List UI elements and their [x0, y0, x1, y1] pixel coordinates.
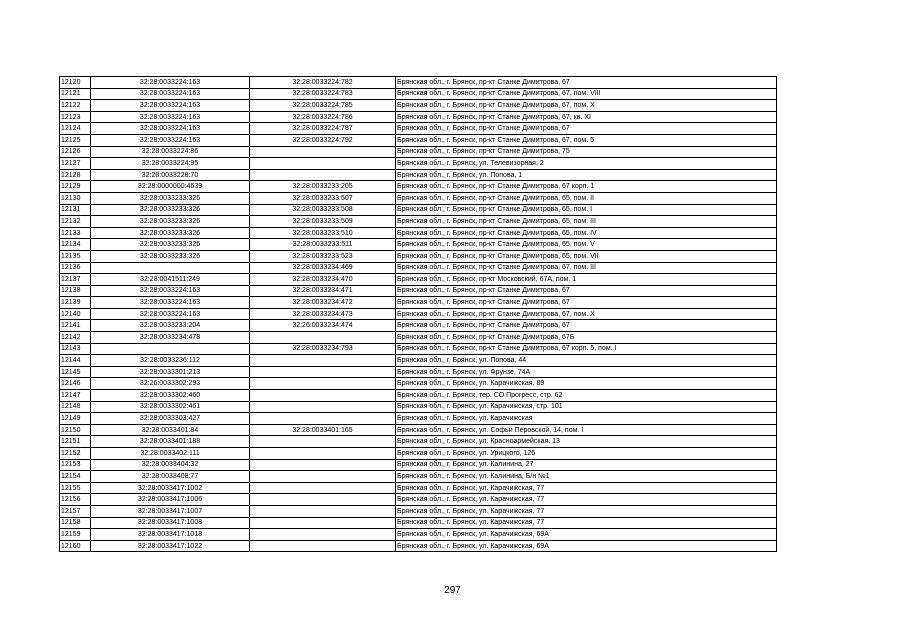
cadastral-number-cell: 32:28:0033224:163 [91, 123, 250, 135]
cadastral-number-cell: 32:28:0033417:1002 [91, 482, 250, 494]
row-number-cell: 12138 [60, 285, 91, 297]
address-cell: Брянская обл., г. Брянск, ул. Карачижская, 77 [396, 505, 777, 517]
address-cell: Брянская обл., г. Брянск, пр-кт Станке Димитрова, 67Б [396, 332, 777, 344]
related-cadastral-number-cell: 32:28:0033224:785 [250, 100, 396, 112]
row-number-cell: 12121 [60, 88, 91, 100]
cadastral-number-cell: 32:28:0033417:1018 [91, 529, 250, 541]
cadastral-number-cell: 32:28:0033224:163 [91, 88, 250, 100]
row-number-cell: 12143 [60, 343, 91, 355]
cadastral-number-cell: 32:28:0033224:163 [91, 111, 250, 123]
related-cadastral-number-cell [250, 482, 396, 494]
cadastral-table [59, 76, 777, 552]
cadastral-number-cell: 32:28:0033224:163 [91, 134, 250, 146]
address-cell: Брянская обл., г. Брянск, пр-кт Станке Димитрова, 67 [396, 123, 777, 135]
cadastral-number-cell: 32:28:0033224:163 [91, 77, 250, 89]
table-row [60, 390, 777, 402]
table-row [60, 413, 777, 425]
cadastral-number-cell: 32:28:0033233:326 [91, 192, 250, 204]
cadastral-number-cell: 32:28:0033303:427 [91, 413, 250, 425]
address-cell: Брянская обл., г. Брянск, пр-кт Станке Димитрова, 67, кв. XI [396, 111, 777, 123]
cadastral-number-cell: 32:28:0033224:86 [91, 146, 250, 158]
table-row [60, 181, 777, 193]
address-cell: Брянская обл., г. Брянск, ул. Телевизорная, 2 [396, 158, 777, 170]
cadastral-number-cell: 32:28:0033234:478 [91, 332, 250, 344]
related-cadastral-number-cell [250, 471, 396, 483]
table-row [60, 216, 777, 228]
cadastral-number-cell: 32:28:0033417:1022 [91, 540, 250, 552]
address-cell: Брянская обл., г. Брянск, пр-кт Станке Димитрова, 75 [396, 146, 777, 158]
cadastral-number-cell: 32:28:0033417:1006 [91, 494, 250, 506]
related-cadastral-number-cell: 32:28:0033234:469 [250, 262, 396, 274]
cadastral-number-cell: 32:28:0033401:84 [91, 424, 250, 436]
related-cadastral-number-cell: 32:28:0033224:782 [250, 77, 396, 89]
table-row [60, 262, 777, 274]
related-cadastral-number-cell [250, 505, 396, 517]
related-cadastral-number-cell: 32:28:0033233:510 [250, 227, 396, 239]
row-number-cell: 12148 [60, 401, 91, 413]
row-number-cell: 12125 [60, 134, 91, 146]
cadastral-number-cell: 32:28:0033404:32 [91, 459, 250, 471]
related-cadastral-number-cell [250, 366, 396, 378]
address-cell: Брянская обл., г. Брянск, пр-кт Станке Димитрова, 67, пом. X [396, 308, 777, 320]
row-number-cell: 12142 [60, 332, 91, 344]
row-number-cell: 12126 [60, 146, 91, 158]
related-cadastral-number-cell: 32:28:0033224:783 [250, 88, 396, 100]
address-cell: Брянская обл., г. Брянск, пр-кт Станке Димитрова, 67 корп. 5, пом. I [396, 343, 777, 355]
address-cell: Брянская обл., г. Брянск, ул. Калинина, Б/н №1 [396, 471, 777, 483]
address-cell: Брянская обл., г. Брянск, пр-кт Станке Димитрова, 67 [396, 285, 777, 297]
row-number-cell: 12139 [60, 297, 91, 309]
related-cadastral-number-cell: 32:28:0033234:470 [250, 274, 396, 286]
address-cell: Брянская обл., г. Брянск, пр-кт Станке Димитрова, 67 [396, 77, 777, 89]
address-cell: Брянская обл., г. Брянск, пр-кт Станке Димитрова, 65, пом. IV [396, 227, 777, 239]
table-row [60, 366, 777, 378]
address-cell: Брянская обл., г. Брянск, ул. Карачижская, 77 [396, 482, 777, 494]
cadastral-number-cell: 32:28:0033401:188 [91, 436, 250, 448]
related-cadastral-number-cell: 32:28:0033234:473 [250, 308, 396, 320]
table-row [60, 505, 777, 517]
address-cell: Брянская обл., г. Брянск, пр-кт Станке Димитрова, 67, пом. VIII [396, 88, 777, 100]
address-cell: Брянская обл., г. Брянск, пр-кт Станке Димитрова, 65, пом. VII [396, 250, 777, 262]
row-number-cell: 12155 [60, 482, 91, 494]
address-cell: Брянская обл., г. Брянск, ул. Карачижская, стр. 101 [396, 401, 777, 413]
table-row [60, 482, 777, 494]
row-number-cell: 12159 [60, 529, 91, 541]
row-number-cell: 12127 [60, 158, 91, 170]
cadastral-number-cell [91, 262, 250, 274]
address-cell: Брянская обл., г. Брянск, ул. Красноармейская, 13 [396, 436, 777, 448]
related-cadastral-number-cell: 32:28:0033233:509 [250, 216, 396, 228]
address-cell: Брянская обл., г. Брянск, пр-кт Московский, 67А, пом. 1 [396, 274, 777, 286]
address-cell: Брянская обл., г. Брянск, ул. Попова, 1 [396, 169, 777, 181]
row-number-cell: 12134 [60, 239, 91, 251]
table-row [60, 77, 777, 89]
row-number-cell: 12132 [60, 216, 91, 228]
related-cadastral-number-cell [250, 529, 396, 541]
cadastral-number-cell: 32:28:0033417:1008 [91, 517, 250, 529]
related-cadastral-number-cell [250, 169, 396, 181]
row-number-cell: 12122 [60, 100, 91, 112]
row-number-cell: 12141 [60, 320, 91, 332]
table-row [60, 111, 777, 123]
cadastral-number-cell: 32:28:0041511:249 [91, 274, 250, 286]
cadastral-number-cell: 32:28:0033233:326 [91, 216, 250, 228]
address-cell: Брянская обл., г. Брянск, ул. Софьи Перовской, 14, пом. I [396, 424, 777, 436]
related-cadastral-number-cell: 32:28:0033233:205 [250, 181, 396, 193]
table-row [60, 471, 777, 483]
table-row [60, 424, 777, 436]
related-cadastral-number-cell: 32:28:0033234:472 [250, 297, 396, 309]
table-row [60, 378, 777, 390]
related-cadastral-number-cell: 32:28:0033233:523 [250, 250, 396, 262]
cadastral-number-cell: 32:28:0033228:70 [91, 169, 250, 181]
related-cadastral-number-cell: 32:28:0033233:511 [250, 239, 396, 251]
cadastral-number-cell: 32:28:0033224:95 [91, 158, 250, 170]
related-cadastral-number-cell [250, 494, 396, 506]
cadastral-number-cell: 32:28:0033233:326 [91, 239, 250, 251]
table-row [60, 517, 777, 529]
table-row [60, 158, 777, 170]
related-cadastral-number-cell: 32:28:0033401:165 [250, 424, 396, 436]
row-number-cell: 12135 [60, 250, 91, 262]
row-number-cell: 12151 [60, 436, 91, 448]
address-cell: Брянская обл., г. Брянск, пр-кт Станке Димитрова, 67 [396, 297, 777, 309]
related-cadastral-number-cell [250, 355, 396, 367]
table-row [60, 494, 777, 506]
address-cell: Брянская обл., г. Брянск, ул. Карачижская, 77 [396, 494, 777, 506]
table-row [60, 332, 777, 344]
related-cadastral-number-cell [250, 436, 396, 448]
table-row [60, 88, 777, 100]
address-cell: Брянская обл., г. Брянск, пр-кт Станке Димитрова, 67, пом. X [396, 100, 777, 112]
row-number-cell: 12123 [60, 111, 91, 123]
address-cell: Брянская обл., г. Брянск, тер. СО Прогресс, стр. 62 [396, 390, 777, 402]
table-row [60, 285, 777, 297]
table-row [60, 146, 777, 158]
cadastral-number-cell: 32:28:0033224:163 [91, 285, 250, 297]
table-row [60, 297, 777, 309]
cadastral-number-cell: 32:28:0033417:1007 [91, 505, 250, 517]
address-cell: Брянская обл., г. Брянск, ул. Попова, 44 [396, 355, 777, 367]
related-cadastral-number-cell: 32:28:0033233:507 [250, 192, 396, 204]
row-number-cell: 12120 [60, 77, 91, 89]
address-cell: Брянская обл., г. Брянск, ул. Карачижская, 69А [396, 529, 777, 541]
row-number-cell: 12130 [60, 192, 91, 204]
table-row [60, 250, 777, 262]
cadastral-number-cell: 32:28:0033402:111 [91, 448, 250, 460]
table-row [60, 448, 777, 460]
related-cadastral-number-cell [250, 448, 396, 460]
table-row [60, 134, 777, 146]
cadastral-number-cell [91, 343, 250, 355]
row-number-cell: 12146 [60, 378, 91, 390]
related-cadastral-number-cell [250, 378, 396, 390]
table-row [60, 169, 777, 181]
row-number-cell: 12154 [60, 471, 91, 483]
related-cadastral-number-cell: 32:26:0033234:474 [250, 320, 396, 332]
row-number-cell: 12152 [60, 448, 91, 460]
address-cell: Брянская обл., г. Брянск, ул. Карачижская [396, 413, 777, 425]
table-row [60, 436, 777, 448]
related-cadastral-number-cell [250, 540, 396, 552]
row-number-cell: 12153 [60, 459, 91, 471]
related-cadastral-number-cell [250, 390, 396, 402]
table-row [60, 123, 777, 135]
table-row [60, 320, 777, 332]
address-cell: Брянская обл., г. Брянск, пр-кт Станке Димитрова, 67 [396, 320, 777, 332]
cadastral-number-cell: 32:28:0033233:326 [91, 204, 250, 216]
cadastral-number-cell: 32:28:0033224:163 [91, 297, 250, 309]
address-cell: Брянская обл., г. Брянск, пр-кт Станке Димитрова, 65, пом. I [396, 204, 777, 216]
address-cell: Брянская обл., г. Брянск, пр-кт Станке Димитрова, 67 корп. 1 [396, 181, 777, 193]
related-cadastral-number-cell [250, 413, 396, 425]
table-row [60, 529, 777, 541]
address-cell: Брянская обл., г. Брянск, пр-кт Станке Димитрова, 67, пом. 5 [396, 134, 777, 146]
row-number-cell: 12124 [60, 123, 91, 135]
row-number-cell: 12128 [60, 169, 91, 181]
cadastral-number-cell: 32:28:0033233:326 [91, 227, 250, 239]
related-cadastral-number-cell [250, 459, 396, 471]
cadastral-number-cell: 32:28:0033302:460 [91, 390, 250, 402]
row-number-cell: 12129 [60, 181, 91, 193]
cadastral-number-cell: 32:28:0033302:461 [91, 401, 250, 413]
related-cadastral-number-cell: 32:28:0033234:471 [250, 285, 396, 297]
row-number-cell: 12156 [60, 494, 91, 506]
table-row [60, 192, 777, 204]
table-row [60, 274, 777, 286]
cadastral-number-cell: 32:28:0033233:326 [91, 250, 250, 262]
table-row [60, 204, 777, 216]
row-number-cell: 12144 [60, 355, 91, 367]
cadastral-number-cell: 32:28:0000000:4639 [91, 181, 250, 193]
cadastral-number-cell: 32:28:0033408:77 [91, 471, 250, 483]
address-cell: Брянская обл., г. Брянск, ул. Карачижская, 77 [396, 517, 777, 529]
related-cadastral-number-cell [250, 158, 396, 170]
cadastral-number-cell: 32:26:0033302:293 [91, 378, 250, 390]
related-cadastral-number-cell: 32:28:0033233:508 [250, 204, 396, 216]
address-cell: Брянская обл., г. Брянск, ул. Карачижская, 89 [396, 378, 777, 390]
address-cell: Брянская обл., г. Брянск, ул. Калинина, 27 [396, 459, 777, 471]
document-table-container [59, 76, 777, 552]
row-number-cell: 12157 [60, 505, 91, 517]
row-number-cell: 12140 [60, 308, 91, 320]
address-cell: Брянская обл., г. Брянск, пр-кт Станке Димитрова, 65, пом. II [396, 192, 777, 204]
related-cadastral-number-cell [250, 517, 396, 529]
row-number-cell: 12131 [60, 204, 91, 216]
table-row [60, 401, 777, 413]
table-row [60, 239, 777, 251]
row-number-cell: 12160 [60, 540, 91, 552]
table-row [60, 227, 777, 239]
table-row [60, 308, 777, 320]
address-cell: Брянская обл., г. Брянск, пр-кт Станке Димитрова, 65, пом. V [396, 239, 777, 251]
cadastral-number-cell: 32:28:0033224:163 [91, 100, 250, 112]
row-number-cell: 12158 [60, 517, 91, 529]
address-cell: Брянская обл., г. Брянск, ул. Урицкого, 126 [396, 448, 777, 460]
table-row [60, 355, 777, 367]
row-number-cell: 12136 [60, 262, 91, 274]
table-row [60, 540, 777, 552]
address-cell: Брянская обл., г. Брянск, ул. Фрунзе, 74А [396, 366, 777, 378]
related-cadastral-number-cell: 32:28:0033224:787 [250, 123, 396, 135]
row-number-cell: 12133 [60, 227, 91, 239]
related-cadastral-number-cell [250, 146, 396, 158]
row-number-cell: 12149 [60, 413, 91, 425]
address-cell: Брянская обл., г. Брянск, пр-кт Станке Димитрова, 67, пом. III [396, 262, 777, 274]
cadastral-number-cell: 32:28:0033233:204 [91, 320, 250, 332]
cadastral-number-cell: 32:28:0033236:112 [91, 355, 250, 367]
address-cell: Брянская обл., г. Брянск, пр-кт Станке Димитрова, 65, пом. III [396, 216, 777, 228]
related-cadastral-number-cell: 32:28:0033234:793 [250, 343, 396, 355]
row-number-cell: 12145 [60, 366, 91, 378]
related-cadastral-number-cell: 32:28:0033224:792 [250, 134, 396, 146]
table-row [60, 100, 777, 112]
page-number: 297 [444, 585, 461, 596]
table-row [60, 459, 777, 471]
cadastral-number-cell: 32:28:0033301:213 [91, 366, 250, 378]
row-number-cell: 12150 [60, 424, 91, 436]
table-row [60, 343, 777, 355]
address-cell: Брянская обл., г. Брянск, ул. Карачижская, 69А [396, 540, 777, 552]
related-cadastral-number-cell [250, 401, 396, 413]
table-body [60, 77, 777, 552]
related-cadastral-number-cell: 32:28:0033224:786 [250, 111, 396, 123]
row-number-cell: 12137 [60, 274, 91, 286]
row-number-cell: 12147 [60, 390, 91, 402]
related-cadastral-number-cell [250, 332, 396, 344]
cadastral-number-cell: 32:28:0033224:163 [91, 308, 250, 320]
